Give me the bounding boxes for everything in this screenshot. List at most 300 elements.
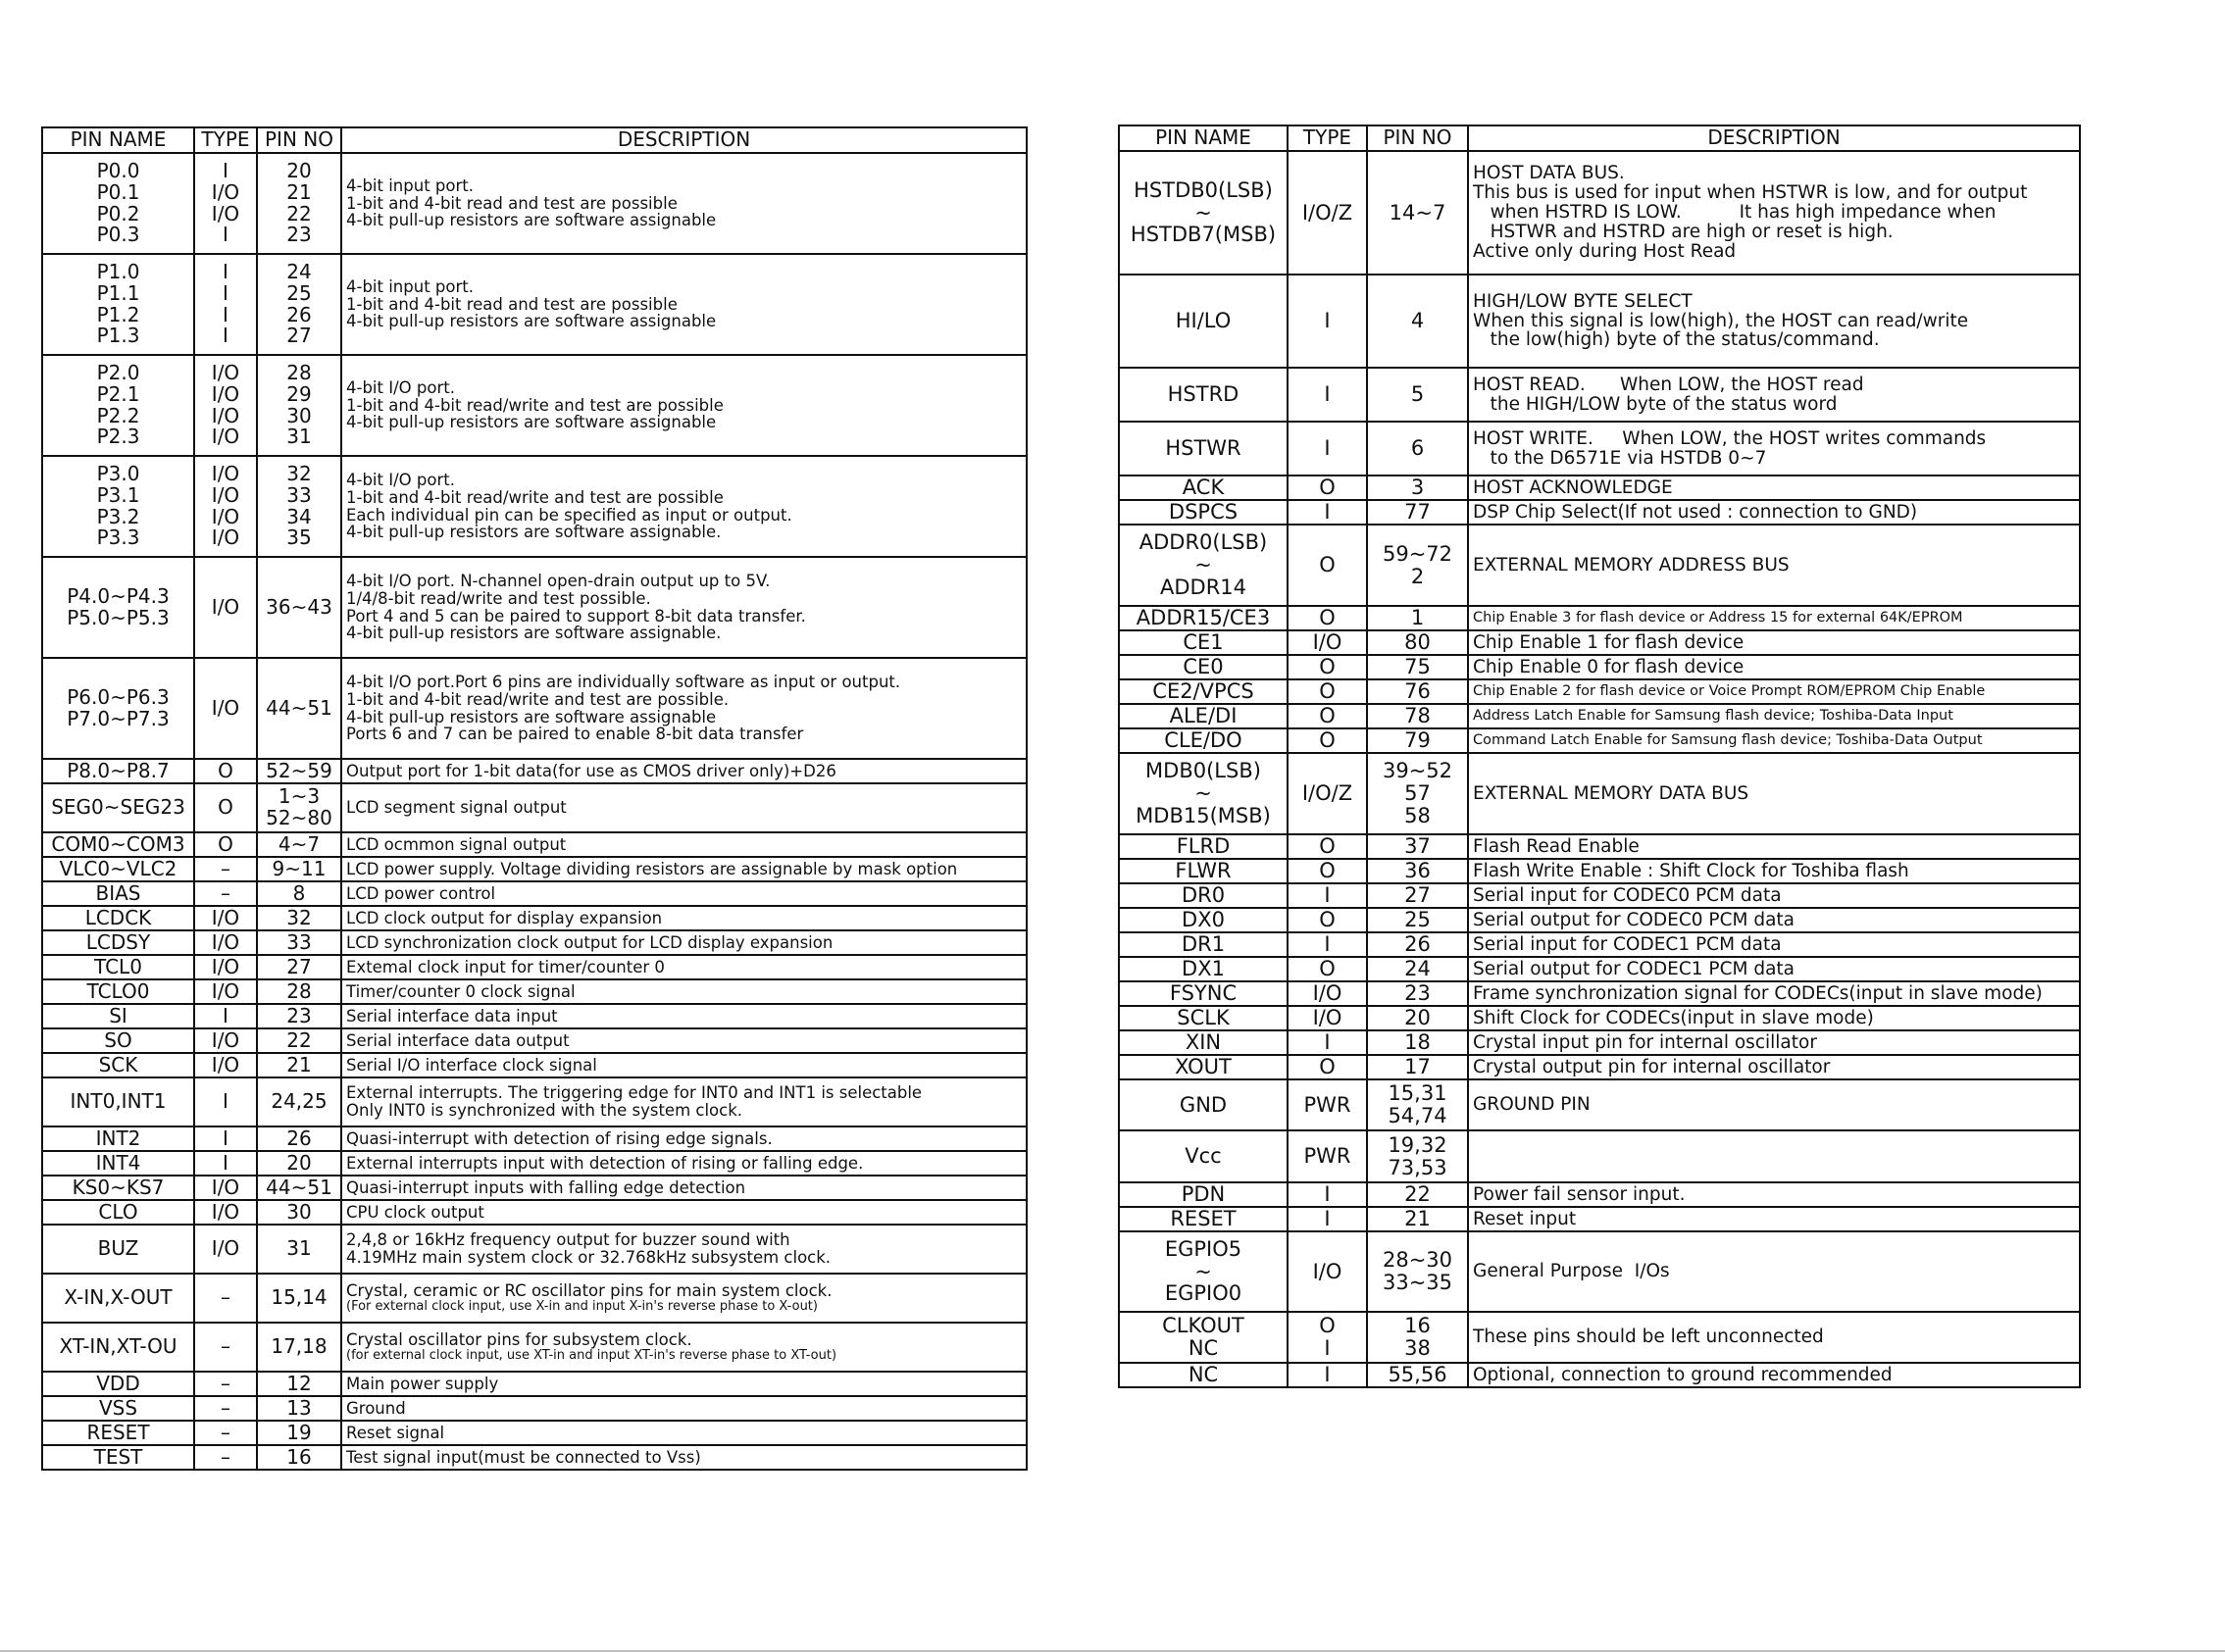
- cell-pin-name: [42, 979, 194, 1004]
- cell-line: LCD clock output for display expansion: [346, 908, 663, 927]
- cell-pin-no: [1367, 476, 1468, 500]
- cell-line: Command Latch Enable for Samsung flash device; Toshiba-Data Output: [1473, 731, 1983, 748]
- cell-pin-name: [42, 759, 194, 783]
- cell-pin-name: [42, 857, 194, 881]
- cell-description: [1468, 1130, 2080, 1182]
- cell-line: 31: [286, 1236, 312, 1261]
- cell-line: I/O: [211, 462, 240, 486]
- cell-line: O: [1319, 704, 1336, 728]
- cell-pin-no: [1367, 1231, 1468, 1312]
- cell-pin-name: [42, 832, 194, 857]
- cell-line: –: [221, 1334, 230, 1359]
- cell-type: [1288, 1312, 1367, 1363]
- cell-line: I/O: [211, 403, 240, 427]
- cell-description: [1468, 957, 2080, 981]
- cell-line: I: [1324, 500, 1331, 525]
- cell-pin-name: [42, 1077, 194, 1126]
- cell-line: HOST DATA BUS.: [1473, 163, 1625, 184]
- cell-line: I/O: [1312, 1259, 1342, 1283]
- cell-line: 4-bit I/O port.: [346, 470, 455, 489]
- cell-description: [1468, 1207, 2080, 1231]
- cell-line: 20: [1404, 1006, 1431, 1030]
- cell-description: [341, 1421, 1027, 1445]
- cell-type: [1288, 422, 1367, 476]
- table-row: [42, 1176, 1027, 1200]
- cell-type: [1288, 1182, 1367, 1207]
- table-row: [42, 1445, 1027, 1470]
- table-row: [1119, 606, 2080, 630]
- cell-pin-name: [1119, 1006, 1288, 1030]
- cell-line: 32: [286, 462, 312, 486]
- cell-line: Reset signal: [346, 1423, 445, 1442]
- cell-line: CLKOUT: [1162, 1314, 1244, 1338]
- cell-type: [1288, 655, 1367, 679]
- table-row: [42, 355, 1027, 456]
- cell-line: PWR: [1303, 1144, 1351, 1169]
- cell-pin-no: [257, 1053, 341, 1077]
- cell-pin-name: [42, 1225, 194, 1274]
- cell-description: [1468, 1182, 2080, 1207]
- cell-pin-name: [1119, 1130, 1288, 1182]
- cell-pin-name: [1119, 679, 1288, 704]
- cell-type: [194, 658, 257, 759]
- cell-line: I/O: [1312, 630, 1342, 655]
- cell-line: 33: [286, 930, 312, 954]
- table-row: [42, 1274, 1027, 1323]
- cell-line: 75: [1404, 655, 1431, 679]
- right-table-body: [1119, 151, 2080, 1387]
- cell-description: [1468, 859, 2080, 883]
- cell-pin-no: [1367, 1079, 1468, 1130]
- cell-type: [1288, 1055, 1367, 1079]
- cell-line: VLC0~VLC2: [59, 857, 177, 880]
- cell-line: LCD synchronization clock output for LCD display expansion: [346, 932, 834, 952]
- cell-line: ~: [1194, 1259, 1212, 1283]
- cell-line: O: [1319, 553, 1336, 577]
- cell-note: (for external clock input, use XT-in and input XT-in's reverse phase to XT-out): [346, 1347, 837, 1363]
- cell-line: 21: [1404, 1207, 1431, 1231]
- table-row: [42, 1077, 1027, 1126]
- cell-line: VDD: [96, 1372, 140, 1395]
- cell-type: [1288, 728, 1367, 753]
- cell-line: 52~59: [266, 759, 332, 782]
- cell-pin-no: [257, 1200, 341, 1225]
- cell-line: GROUND PIN: [1473, 1094, 1591, 1116]
- table-row: [1119, 525, 2080, 606]
- cell-description: [341, 857, 1027, 881]
- cell-line: 44~51: [266, 695, 332, 720]
- cell-line: I/O: [211, 1053, 240, 1076]
- cell-line: DX0: [1182, 908, 1225, 932]
- cell-pin-no: [257, 153, 341, 254]
- cell-line: when HSTRD IS LOW. It has high impedance when: [1473, 202, 1997, 224]
- cell-line: I/O: [211, 504, 240, 528]
- cell-line: –: [221, 1396, 230, 1420]
- cell-description: [1468, 368, 2080, 422]
- cell-line: When this signal is low(high), the HOST can read/write: [1473, 310, 1969, 331]
- cell-description: [1468, 151, 2080, 275]
- cell-line: 28~30: [1382, 1248, 1453, 1273]
- cell-line: P2.1: [96, 381, 140, 406]
- table-row: [1119, 151, 2080, 275]
- cell-type: [194, 1372, 257, 1396]
- table-row: [1119, 1207, 2080, 1231]
- cell-pin-name: [1119, 606, 1288, 630]
- cell-pin-name: [42, 1421, 194, 1445]
- cell-description: [1468, 1231, 2080, 1312]
- cell-line: –: [221, 1421, 230, 1444]
- cell-line: P5.0~P5.3: [67, 605, 170, 629]
- table-row: [1119, 1182, 2080, 1207]
- cell-pin-no: [257, 1077, 341, 1126]
- cell-line: 5: [1410, 382, 1425, 407]
- cell-pin-no: [257, 955, 341, 979]
- table-row: [1119, 1363, 2080, 1387]
- cell-line: External interrupts input with detection of rising or falling edge.: [346, 1153, 864, 1173]
- cell-line: Serial output for CODEC1 PCM data: [1473, 958, 1795, 979]
- cell-line: I: [1324, 1363, 1331, 1387]
- cell-pin-no: [257, 1151, 341, 1176]
- cell-line: 3: [1410, 476, 1425, 500]
- cell-pin-name: [42, 1372, 194, 1396]
- cell-line: CLE/DO: [1164, 728, 1242, 753]
- cell-line: 9~11: [272, 857, 327, 880]
- cell-line: 25: [1404, 908, 1431, 932]
- cell-pin-no: [1367, 932, 1468, 957]
- cell-line: O: [1319, 834, 1336, 859]
- cell-line: LCD segment signal output: [346, 798, 567, 818]
- cell-type: [194, 355, 257, 456]
- cell-line: 25: [286, 280, 312, 305]
- cell-pin-name: [42, 955, 194, 979]
- table-row: [1119, 679, 2080, 704]
- cell-line: Serial input for CODEC0 PCM data: [1473, 884, 1782, 906]
- table-row: [42, 1396, 1027, 1421]
- cell-type: [1288, 275, 1367, 368]
- cell-line: O: [1319, 655, 1336, 679]
- cell-pin-no: [257, 1028, 341, 1053]
- cell-type: [194, 759, 257, 783]
- cell-pin-no: [257, 1445, 341, 1470]
- cell-line: SO: [104, 1028, 132, 1052]
- cell-line: 31: [286, 425, 312, 449]
- cell-line: I/O: [211, 930, 240, 954]
- cell-line: Flash Write Enable : Shift Clock for Toshiba flash: [1473, 860, 1909, 881]
- cell-line: TCL0: [94, 955, 142, 978]
- cell-pin-no: [1367, 728, 1468, 753]
- cell-line: ~: [1194, 200, 1212, 225]
- cell-pin-name: [42, 1396, 194, 1421]
- cell-line: Chip Enable 1 for flash device: [1473, 631, 1745, 653]
- cell-line: Reset input: [1473, 1208, 1577, 1229]
- cell-line: 1-bit and 4-bit read/write and test are possible: [346, 395, 724, 415]
- cell-line: 4-bit I/O port.: [346, 377, 455, 397]
- cell-type: [194, 1396, 257, 1421]
- cell-line: Address Latch Enable for Samsung flash device; Toshiba-Data Input: [1473, 707, 1953, 724]
- cell-pin-no: [1367, 151, 1468, 275]
- cell-pin-no: [1367, 655, 1468, 679]
- cell-description: [341, 1274, 1027, 1323]
- cell-line: 8: [292, 881, 306, 905]
- cell-line: 22: [1404, 1182, 1431, 1207]
- cell-line: Serial I/O interface clock signal: [346, 1055, 597, 1075]
- cell-description: [341, 1372, 1027, 1396]
- cell-line: I/O: [211, 482, 240, 507]
- cell-line: SI: [109, 1004, 127, 1027]
- table-row: [42, 456, 1027, 557]
- cell-line: I/O: [211, 201, 240, 225]
- cell-line: P3.0: [96, 462, 140, 486]
- table-row: [42, 1372, 1027, 1396]
- cell-line: Port 4 and 5 can be paired to support 8-bit data transfer.: [346, 606, 806, 626]
- cell-line: I/O: [211, 1176, 240, 1199]
- cell-type: [1288, 151, 1367, 275]
- cell-pin-no: [1367, 1312, 1468, 1363]
- cell-line: 59~72: [1382, 541, 1453, 566]
- cell-line: 26: [286, 1126, 312, 1150]
- cell-type: [194, 1126, 257, 1151]
- cell-line: Vcc: [1185, 1144, 1222, 1169]
- cell-line: LCD power supply. Voltage dividing resistors are assignable by mask option: [346, 859, 958, 878]
- cell-type: [1288, 981, 1367, 1006]
- cell-line: GND: [1179, 1092, 1228, 1117]
- cell-type: [1288, 368, 1367, 422]
- cell-line: I: [1324, 309, 1331, 333]
- cell-line: 21: [286, 1053, 312, 1076]
- cell-line: I/O: [211, 695, 240, 720]
- table-row: [1119, 368, 2080, 422]
- cell-type: [194, 1200, 257, 1225]
- cell-type: [194, 832, 257, 857]
- cell-line: HSTDB0(LSB): [1134, 177, 1273, 202]
- cell-description: [341, 1176, 1027, 1200]
- cell-line: HSTWR: [1165, 436, 1241, 461]
- cell-line: I/O/Z: [1301, 781, 1353, 806]
- table-row: [42, 979, 1027, 1004]
- cell-pin-name: [42, 906, 194, 930]
- cell-pin-no: [257, 1396, 341, 1421]
- cell-description: [1468, 1312, 2080, 1363]
- cell-description: [341, 979, 1027, 1004]
- cell-line: I/O: [211, 1200, 240, 1224]
- cell-pin-name: [1119, 1363, 1288, 1387]
- cell-line: O: [218, 795, 233, 820]
- cell-line: P7.0~P7.3: [67, 706, 170, 730]
- table-row: [42, 955, 1027, 979]
- cell-line: VSS: [98, 1396, 138, 1420]
- cell-pin-no: [257, 930, 341, 955]
- cell-pin-name: [1119, 655, 1288, 679]
- cell-line: 4-bit pull-up resistors are software assignable: [346, 707, 717, 726]
- cell-line: COM0~COM3: [51, 832, 185, 856]
- cell-line: 36~43: [266, 594, 332, 619]
- cell-type: [1288, 1207, 1367, 1231]
- cell-line: DR0: [1181, 883, 1226, 908]
- cell-line: CPU clock output: [346, 1202, 484, 1222]
- cell-line: MDB15(MSB): [1136, 803, 1271, 827]
- table-row: [1119, 883, 2080, 908]
- cell-line: 16: [286, 1445, 312, 1469]
- cell-line: I: [223, 324, 228, 348]
- cell-pin-no: [257, 254, 341, 355]
- cell-pin-name: [1119, 525, 1288, 606]
- cell-line: I: [223, 1126, 228, 1150]
- cell-line: DX1: [1182, 957, 1225, 981]
- cell-line: I: [1324, 1030, 1331, 1055]
- cell-line: the low(high) byte of the status/command.: [1473, 329, 1880, 351]
- cell-pin-name: [42, 1053, 194, 1077]
- table-row: [42, 930, 1027, 955]
- cell-line: 32: [286, 906, 312, 929]
- cell-line: 14~7: [1389, 200, 1446, 225]
- cell-line: 4-bit input port.: [346, 276, 474, 296]
- cell-line: I: [223, 1089, 228, 1114]
- cell-line: Quasi-interrupt with detection of rising edge signals.: [346, 1128, 773, 1148]
- table-row: [42, 906, 1027, 930]
- cell-type: [1288, 1079, 1367, 1130]
- cell-description: [341, 1151, 1027, 1176]
- cell-pin-no: [1367, 1030, 1468, 1055]
- table-row: [42, 783, 1027, 832]
- cell-type: [194, 979, 257, 1004]
- cell-line: ALE/DI: [1169, 704, 1238, 728]
- cell-line: P3.3: [96, 526, 140, 550]
- cell-line: 35: [286, 526, 312, 550]
- cell-description: [1468, 679, 2080, 704]
- cell-line: FLWR: [1175, 859, 1232, 883]
- cell-line: I/O: [211, 1028, 240, 1052]
- cell-pin-name: [1119, 704, 1288, 728]
- cell-line: Serial interface data input: [346, 1006, 558, 1026]
- cell-line: Optional, connection to ground recommended: [1473, 1364, 1893, 1385]
- cell-description: [341, 658, 1027, 759]
- header-type: TYPE: [194, 127, 257, 153]
- cell-line: Each individual pin can be specified as input or output.: [346, 505, 792, 525]
- cell-description: [1468, 932, 2080, 957]
- cell-pin-no: [257, 979, 341, 1004]
- cell-description: [341, 1200, 1027, 1225]
- cell-line: 1: [1410, 606, 1425, 630]
- table-row: [1119, 932, 2080, 957]
- cell-description: [341, 1077, 1027, 1126]
- right-pin-table: [1118, 125, 2081, 1388]
- cell-pin-name: [1119, 422, 1288, 476]
- cell-line: P1.0: [96, 260, 140, 284]
- cell-line: Crystal output pin for internal oscillator: [1473, 1056, 1831, 1077]
- cell-description: [1468, 1030, 2080, 1055]
- cell-pin-name: [42, 1151, 194, 1176]
- cell-line: TCLO0: [86, 979, 150, 1003]
- cell-pin-name: [42, 1028, 194, 1053]
- cell-pin-name: [1119, 476, 1288, 500]
- cell-type: [1288, 957, 1367, 981]
- cell-pin-name: [1119, 883, 1288, 908]
- cell-line: 4-bit I/O port.Port 6 pins are individually software as input or output.: [346, 672, 901, 691]
- cell-line: 33~35: [1382, 1271, 1453, 1294]
- cell-type: [194, 1225, 257, 1274]
- table-row: [1119, 834, 2080, 859]
- cell-pin-name: [1119, 981, 1288, 1006]
- cell-type: [1288, 753, 1367, 834]
- cell-line: 1-bit and 4-bit read/write and test are possible.: [346, 689, 730, 709]
- cell-line: 4.19MHz main system clock or 32.768kHz subsystem clock.: [346, 1248, 832, 1267]
- cell-line: 4-bit pull-up resistors are software assignable.: [346, 624, 722, 643]
- cell-line: MDB0(LSB): [1145, 759, 1261, 783]
- cell-pin-name: [1119, 957, 1288, 981]
- cell-line: I/O/Z: [1301, 200, 1353, 225]
- cell-description: [341, 1053, 1027, 1077]
- table-row: [42, 557, 1027, 658]
- cell-pin-no: [1367, 1055, 1468, 1079]
- cell-line: P3.1: [96, 482, 140, 507]
- cell-pin-name: [1119, 630, 1288, 655]
- cell-description: [341, 1028, 1027, 1053]
- cell-line: PWR: [1303, 1092, 1351, 1117]
- cell-pin-no: [1367, 679, 1468, 704]
- cell-line: –: [221, 1445, 230, 1469]
- cell-type: [1288, 834, 1367, 859]
- cell-line: 54,74: [1388, 1104, 1447, 1127]
- cell-line: P8.0~P8.7: [67, 759, 170, 782]
- cell-pin-no: [257, 1421, 341, 1445]
- table-row: [42, 1225, 1027, 1274]
- cell-type: [1288, 1231, 1367, 1312]
- header-type: TYPE: [1288, 125, 1367, 151]
- cell-line: I: [1324, 883, 1331, 908]
- cell-description: [1468, 476, 2080, 500]
- cell-line: HI/LO: [1175, 309, 1232, 333]
- cell-line: PDN: [1181, 1182, 1226, 1207]
- cell-description: [1468, 883, 2080, 908]
- cell-type: [194, 456, 257, 557]
- table-row: [1119, 422, 2080, 476]
- cell-line: INT2: [95, 1126, 141, 1150]
- cell-line: 23: [286, 223, 312, 247]
- cell-type: [194, 1004, 257, 1028]
- cell-line: O: [1319, 859, 1336, 883]
- cell-line: 4-bit pull-up resistors are software assignable: [346, 312, 717, 331]
- cell-pin-name: [1119, 151, 1288, 275]
- cell-line: Crystal input pin for internal oscillator: [1473, 1031, 1817, 1053]
- cell-description: [1468, 704, 2080, 728]
- cell-pin-name: [1119, 753, 1288, 834]
- table-row: [1119, 728, 2080, 753]
- table-row: [1119, 981, 2080, 1006]
- cell-type: [194, 1176, 257, 1200]
- cell-line: HOST WRITE. When LOW, the HOST writes commands: [1473, 427, 1987, 449]
- cell-description: [1468, 606, 2080, 630]
- cell-line: 21: [286, 179, 312, 204]
- cell-line: ACK: [1182, 476, 1225, 500]
- cell-description: [1468, 630, 2080, 655]
- cell-pin-no: [1367, 630, 1468, 655]
- cell-description: [341, 1225, 1027, 1274]
- cell-line: –: [221, 1372, 230, 1395]
- cell-type: [194, 1445, 257, 1470]
- cell-line: I: [223, 223, 228, 247]
- cell-line: LCDSY: [85, 930, 151, 954]
- table-row: [42, 1151, 1027, 1176]
- cell-description: [1468, 1079, 2080, 1130]
- table-row: [42, 1200, 1027, 1225]
- table-row: [42, 1004, 1027, 1028]
- cell-pin-no: [257, 759, 341, 783]
- header-pin-name: PIN NAME: [42, 127, 194, 153]
- cell-description: [1468, 753, 2080, 834]
- cell-line: –: [221, 881, 230, 905]
- cell-description: [341, 254, 1027, 355]
- cell-pin-name: [42, 1274, 194, 1323]
